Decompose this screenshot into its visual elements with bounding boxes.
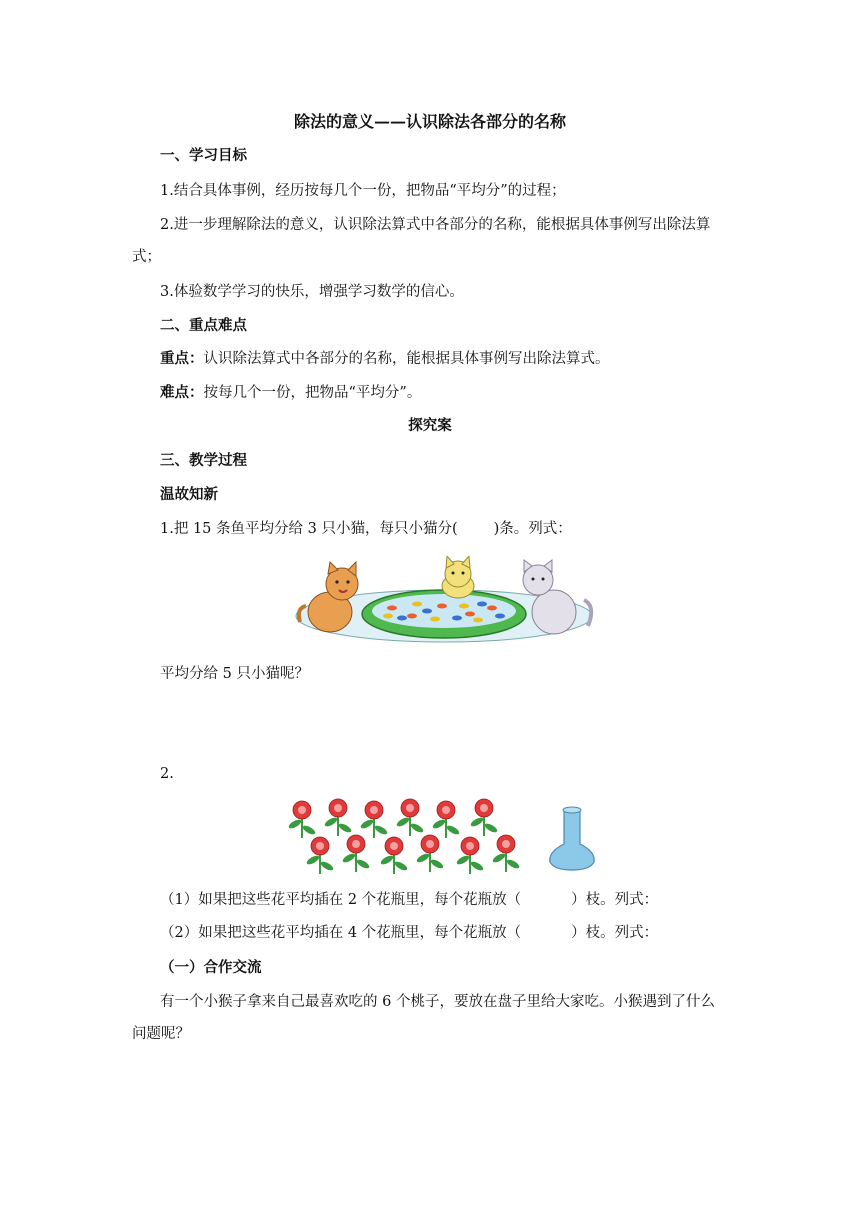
goal-item-1: 1.结合具体事例，经历按每几个一份，把物品“平均分”的过程； (160, 183, 566, 199)
difficult-label: 难点： (160, 384, 204, 401)
question-1-followup: 平均分给 5 只小猫呢？ (160, 666, 309, 682)
goal-item-3: 3.体验数学学习的快乐，增强学习数学的信心。 (160, 284, 464, 300)
difficult-point (160, 383, 421, 403)
question-1-text-b: )条。列式： (493, 521, 572, 537)
cooperation-heading: （一）合作交流 (160, 959, 262, 976)
key-text: 认识除法算式中各部分的名称，能根据具体事例写出除法算式。 (203, 351, 610, 367)
document-title: 除法的意义——认识除法各部分的名称 (293, 112, 566, 131)
key-label: 重点： (160, 350, 204, 367)
question-2-1-text-a: （1）如果把这些花平均插在 2 个花瓶里，每个花瓶放（ (160, 892, 522, 908)
difficult-text: 按每几个一份，把物品“平均分”。 (203, 385, 422, 401)
question-2-2-text-a: （2）如果把这些花平均插在 4 个花瓶里，每个花瓶放（ (160, 925, 522, 941)
flower-row-top (287, 799, 498, 838)
cats-fish-basin-illustration (292, 556, 596, 646)
question-1 (160, 519, 572, 539)
flower-row-bottom (305, 835, 520, 874)
section-heading-goals: 一、学习目标 (160, 147, 247, 164)
section-heading-process: 三、教学过程 (160, 452, 247, 469)
question-1-text-a: 1.把 15 条鱼平均分给 3 只小猫，每只小猫分( (160, 521, 458, 537)
explore-heading: 探究案 (408, 417, 452, 434)
question-2-1-text-b: ）枝。列式： (571, 892, 659, 908)
goal-item-2-continued: 式； (132, 249, 161, 265)
cooperation-text-line-2: 问题呢？ (132, 1026, 190, 1042)
question-2-1 (160, 890, 658, 910)
section-heading-keypoints: 二、重点难点 (160, 317, 247, 334)
flowers-vase-illustration (280, 798, 610, 884)
yellow-cat-icon (442, 556, 474, 598)
cooperation-text-line-1: 有一个小猴子拿来自己最喜欢吃的 6 个桃子，要放在盘子里给大家吃。小猴遇到了什么 (160, 994, 715, 1010)
goal-item-2: 2.进一步理解除法的意义，认识除法算式中各部分的名称，能根据具体事例写出除法算 (160, 217, 711, 233)
question-2-2-text-b: ）枝。列式： (571, 925, 659, 941)
review-heading: 温故知新 (160, 486, 218, 503)
question-2-2 (160, 923, 658, 943)
fish-basin-icon (362, 590, 526, 638)
question-2-number: 2. (160, 766, 174, 782)
vase-icon (550, 807, 594, 870)
key-point (160, 349, 610, 369)
